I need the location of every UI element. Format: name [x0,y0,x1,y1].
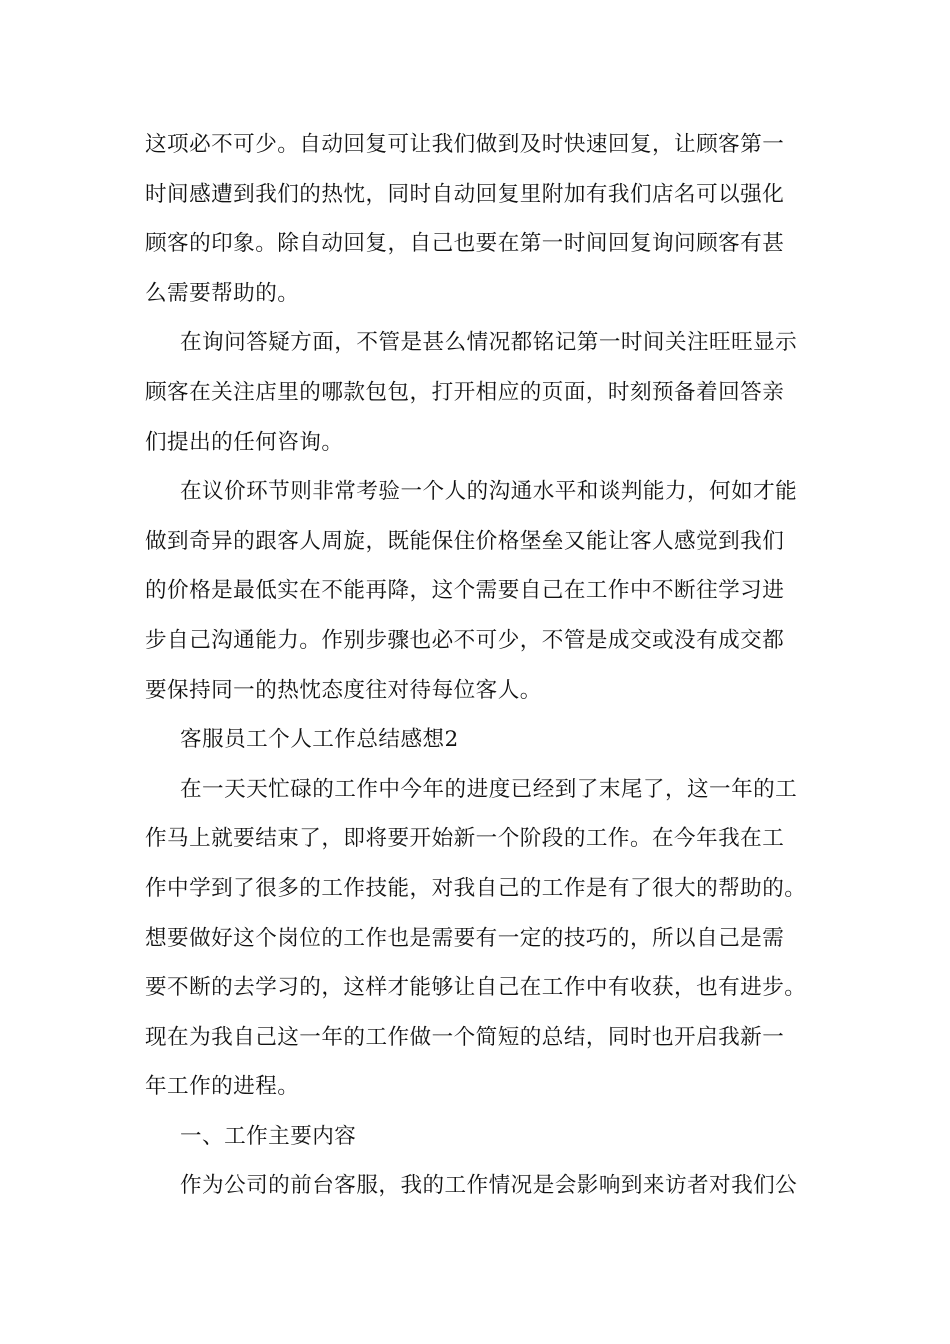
text-line: 在议价环节则非常考验一个人的沟通水平和谈判能力，何如才能 [180,479,798,505]
text-line: 们提出的任何咨询。 [145,429,344,455]
paragraph-front-desk [145,1161,825,1211]
text-line: 现在为我自己这一年的工作做一个简短的总结，同时也开启我新一 [145,1024,785,1050]
text-line: 想要做好这个岗位的工作也是需要有一定的技巧的，所以自己是需 [145,925,785,951]
text-line: 作为公司的前台客服，我的工作情况是会影响到来访者对我们公 [180,1173,798,1199]
text-line: 这项必不可少。自动回复可让我们做到及时快速回复，让顾客第一 [145,132,785,157]
text-line: 顾客在关注店里的哪款包包，打开相应的页面，时刻预备着回答亲 [145,379,785,405]
paragraph-year-summary [145,765,825,1112]
text-line: 顾客的印象。除自动回复，自己也要在第一时间回复询问顾客有甚 [145,231,785,257]
text-line: 做到奇异的跟客人周旋，既能保住价格堡垒又能让客人感觉到我们 [145,528,785,554]
text-line: 在一天天忙碌的工作中今年的进度已经到了末尾了，这一年的工 [180,776,798,802]
section-title: 客服员工个人工作总结感想2 [180,727,459,753]
text-line: 作中学到了很多的工作技能，对我自己的工作是有了很大的帮助的。 [145,875,807,901]
text-line: 时间感遭到我们的热忱，同时自动回复里附加有我们店名可以强化 [145,181,785,207]
text-line: 年工作的进程。 [145,1074,300,1100]
text-line: 步自己沟通能力。作别步骤也必不可少，不管是成交或没有成交都 [145,627,785,653]
paragraph-auto-reply [145,120,825,318]
subsection-heading [145,1112,825,1162]
text-line: 在询问答疑方面，不管是甚么情况都铭记第一时间关注旺旺显示 [180,330,798,356]
text-line: 要保持同一的热忱态度往对待每位客人。 [145,677,542,703]
text-line: 的价格是最低实在不能再降，这个需要自己在工作中不断往学习进 [145,578,785,604]
paragraph-negotiation [145,467,825,715]
section-heading [145,715,825,765]
paragraph-inquiry [145,318,825,467]
text-line: 么需要帮助的。 [145,280,300,306]
text-line: 作马上就要结束了，即将要开始新一个阶段的工作。在今年我在工 [145,826,785,852]
document-page [145,120,825,1211]
text-line: 要不断的去学习的，这样才能够让自己在工作中有收获，也有进步。 [145,975,807,1001]
subsection-title: 一、工作主要内容 [180,1123,357,1149]
